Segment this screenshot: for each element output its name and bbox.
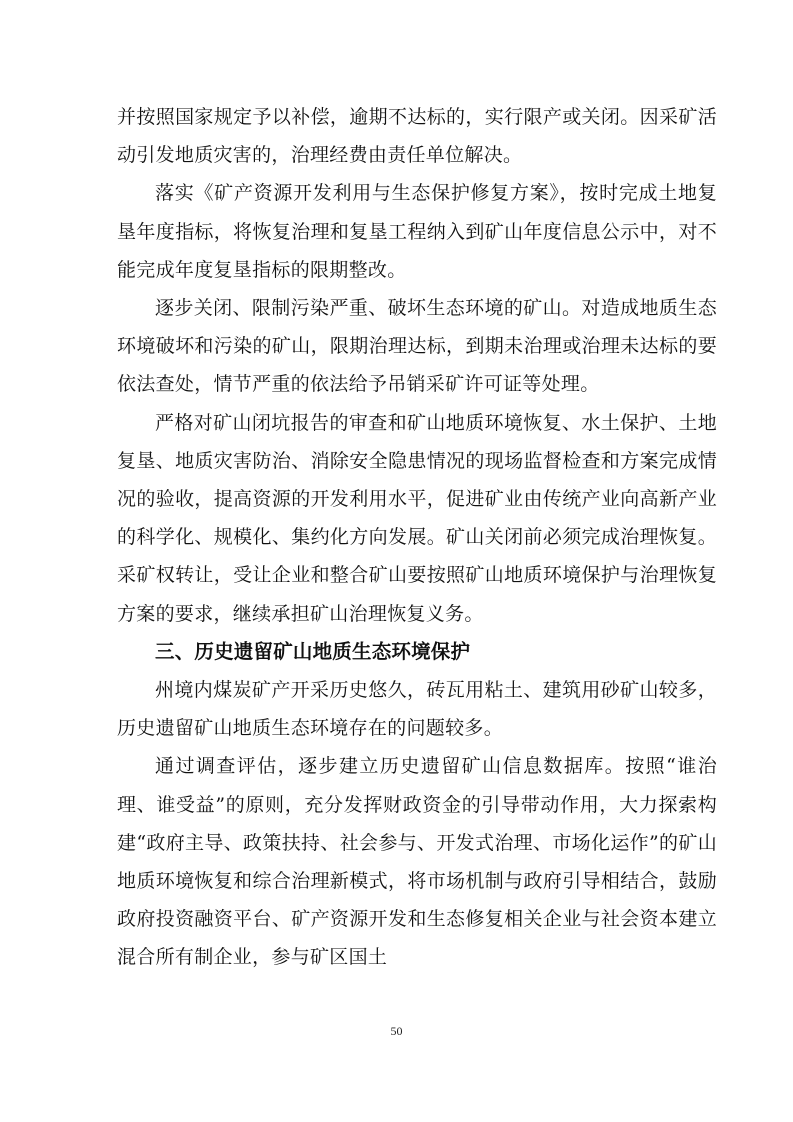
paragraph-history-overview: 州境内煤炭矿产开采历史悠久，砖瓦用粘土、建筑用砂矿山较多，历史遗留矿山地质生态环境存在的问题较多。 bbox=[117, 679, 717, 740]
section-heading: 三、历史遗留矿山地质生态环境保护 bbox=[155, 639, 471, 663]
paragraph-continued: 并按照国家规定予以补偿，逾期不达标的，实行限产或关闭。因采矿活动引发地质灾害的，治理经费由责任单位解决。 bbox=[117, 106, 717, 167]
paragraph-strict-review: 严格对矿山闭坑报告的审查和矿山地质环境恢复、水土保护、土地复垦、地质灾害防治、消除安全隐患情况的现场监督检查和方案完成情况的验收，提高资源的开发利用水平，促进矿业由传统产业向高新产业的科学化、规模化、集约化方向发展。矿山关闭前必须完成治理恢复。采矿权转让，受让企业和整合矿山要按照矿山地质环境保护与治理恢复方案的要求，继续承担矿山治理恢复义务。 bbox=[117, 411, 717, 625]
paragraph-survey-evaluation: 通过调查评估，逐步建立历史遗留矿山信息数据库。按照“谁治理、谁受益”的原则，充分发挥财政资金的引导带动作用，大力探索构建“政府主导、政策扶持、社会参与、开发式治理、市场化运作”的矿山地质环境恢复和综合治理新模式，将市场机制与政府引导相结合，鼓励政府投资融资平台、矿产资源开发和生态修复相关企业与社会资本建立混合所有制企业，参与矿区国土 bbox=[117, 755, 717, 969]
body-text bbox=[117, 98, 717, 977]
page-number: 50 bbox=[390, 1024, 403, 1038]
paragraph-implement-plan: 落实《矿产资源开发利用与生态保护修复方案》，按时完成土地复垦年度指标，将恢复治理和复垦工程纳入到矿山年度信息公示中，对不能完成年度复垦指标的限期整改。 bbox=[117, 182, 717, 281]
paragraph-close-polluting-mines: 逐步关闭、限制污染严重、破坏生态环境的矿山。对造成地质生态环境破坏和污染的矿山，限期治理达标，到期未治理或治理未达标的要依法查处，情节严重的依法给予吊销采矿许可证等处理。 bbox=[117, 297, 717, 396]
